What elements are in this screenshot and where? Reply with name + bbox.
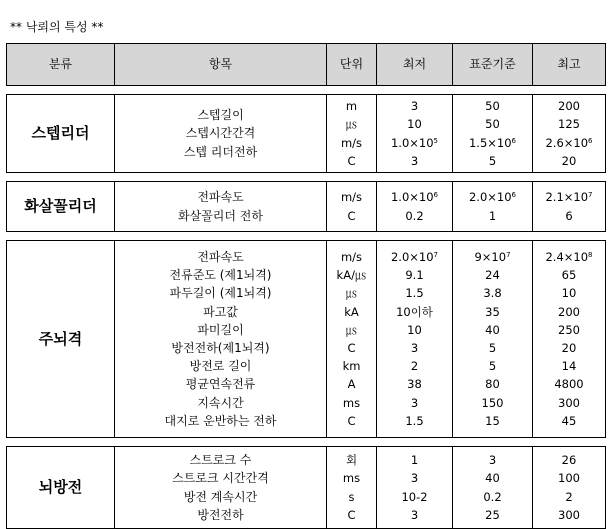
value-base: 3.8 xyxy=(483,286,502,301)
cell-line: C xyxy=(347,341,356,355)
value-line xyxy=(377,451,452,469)
min-cell xyxy=(377,447,453,529)
value-base: 0.2 xyxy=(483,489,502,504)
value-base: 2.1×10 xyxy=(545,190,589,205)
cell-line: 스트로크 시간간격 xyxy=(172,471,269,486)
header-item: 항목 xyxy=(115,44,327,86)
value-base: 5 xyxy=(488,153,497,168)
value-line xyxy=(453,115,532,133)
value-base: 24 xyxy=(485,268,500,283)
value-line xyxy=(453,412,532,430)
cell-line: C xyxy=(347,153,356,168)
max-cell xyxy=(533,182,606,232)
value-base: 26 xyxy=(561,453,577,468)
cell-line: kA xyxy=(344,304,359,319)
value-base: 20 xyxy=(561,341,577,355)
standard-cell xyxy=(453,182,533,232)
section-row xyxy=(7,95,606,173)
value-base: 9.1 xyxy=(405,268,424,283)
value-base: 38 xyxy=(407,377,422,392)
header-max: 최고 xyxy=(533,44,606,86)
items-cell xyxy=(115,95,327,173)
value-line xyxy=(377,303,452,321)
max-cell xyxy=(533,95,606,173)
cell-line: ms xyxy=(342,395,361,410)
cell-line: 스텝 리더전하 xyxy=(183,144,258,159)
cell-line: m xyxy=(345,99,358,114)
value-line xyxy=(533,506,605,524)
cell-line: A xyxy=(347,377,356,392)
value-base: 200 xyxy=(558,99,580,114)
min-cell xyxy=(377,95,453,173)
value-exponent: 6 xyxy=(588,136,593,145)
value-base: 150 xyxy=(481,395,504,410)
value-base: 10-2 xyxy=(401,489,428,504)
value-base: 2 xyxy=(410,359,419,374)
standard-cell xyxy=(453,241,533,438)
value-line xyxy=(533,303,605,321)
unit-cell xyxy=(327,241,377,438)
section-row xyxy=(7,241,606,438)
value-base: 3 xyxy=(410,507,419,522)
value-base: 200 xyxy=(558,304,580,319)
value-line xyxy=(377,188,452,206)
section-row xyxy=(7,182,606,232)
cell-line: 스텝길이 xyxy=(197,108,244,123)
value-line xyxy=(377,284,452,302)
value-exponent: 6 xyxy=(511,191,517,200)
value-line xyxy=(533,321,605,339)
items-cell xyxy=(115,241,327,438)
value-base: 40 xyxy=(485,322,500,337)
value-line xyxy=(453,394,532,412)
min-cell xyxy=(377,241,453,438)
value-base: 3 xyxy=(410,471,419,486)
header-category: 분류 xyxy=(7,44,115,86)
value-base: 80 xyxy=(485,377,500,392)
value-base: 100 xyxy=(558,471,580,486)
value-line xyxy=(377,488,452,506)
value-line xyxy=(533,266,605,284)
value-base: 3 xyxy=(488,453,497,468)
value-exponent: 8 xyxy=(588,251,593,260)
value-base: 1 xyxy=(410,453,419,468)
value-base: 15 xyxy=(485,413,500,428)
value-exponent: 7 xyxy=(506,251,511,260)
category-cell: 뇌방전 xyxy=(7,447,115,529)
value-line xyxy=(377,339,452,357)
value-base: 65 xyxy=(561,268,577,283)
value-line xyxy=(453,339,532,357)
value-line xyxy=(377,506,452,524)
value-exponent: 7 xyxy=(588,191,593,200)
value-line xyxy=(533,488,605,506)
value-base: 20 xyxy=(561,153,577,168)
value-base: 25 xyxy=(485,507,500,522)
value-line xyxy=(453,188,532,206)
value-line xyxy=(453,469,532,487)
value-base: 10 xyxy=(407,322,422,337)
value-line xyxy=(453,152,532,170)
standard-cell xyxy=(453,95,533,173)
value-base: 50 xyxy=(485,117,500,132)
value-line xyxy=(453,375,532,393)
header-standard: 표준기준 xyxy=(453,44,533,86)
cell-line: m/s xyxy=(340,135,363,150)
value-exponent: 7 xyxy=(433,251,439,260)
value-base: 9×10 xyxy=(474,250,507,265)
cell-line: 평균연속전류 xyxy=(185,377,256,392)
value-line xyxy=(533,375,605,393)
value-line xyxy=(453,207,532,225)
cell-line: 스텝시간간격 xyxy=(185,126,256,141)
value-base: 50 xyxy=(485,99,500,114)
cell-line: kA/㎲ xyxy=(336,268,367,283)
value-line xyxy=(377,412,452,430)
value-line xyxy=(377,321,452,339)
cell-line: 파고값 xyxy=(203,304,238,319)
value-line xyxy=(377,469,452,487)
value-base: 4800 xyxy=(554,377,584,392)
unit-cell xyxy=(327,182,377,232)
value-line xyxy=(377,394,452,412)
value-base: 45 xyxy=(561,413,577,428)
value-line xyxy=(453,134,532,152)
cell-line: 방전전하 xyxy=(197,507,244,522)
value-base: 1.0×10 xyxy=(390,190,434,205)
lightning-characteristics-table xyxy=(6,43,606,529)
value-line xyxy=(453,451,532,469)
value-base: 250 xyxy=(558,322,580,337)
value-base: 1.5 xyxy=(405,413,424,428)
value-base: 10이하 xyxy=(396,304,433,319)
header-min: 최저 xyxy=(377,44,453,86)
cell-line: 스트로크 수 xyxy=(189,453,252,468)
value-base: 5 xyxy=(488,341,497,355)
cell-line: 대지로 운반하는 전하 xyxy=(164,413,277,428)
header-unit: 단위 xyxy=(327,44,377,86)
cell-line: 파미길이 xyxy=(197,322,244,337)
value-base: 2 xyxy=(565,489,573,504)
cell-line: s xyxy=(348,489,355,504)
items-cell xyxy=(115,447,327,529)
value-base: 3 xyxy=(410,395,419,410)
value-base: 5 xyxy=(488,359,497,374)
section-row xyxy=(7,447,606,529)
value-line xyxy=(377,115,452,133)
value-line xyxy=(533,339,605,357)
value-line xyxy=(377,152,452,170)
cell-line: 방전로 길이 xyxy=(189,359,252,374)
cell-line: C xyxy=(347,507,356,522)
value-line xyxy=(533,451,605,469)
category-cell: 화살꼴리더 xyxy=(7,182,115,232)
cell-line: ㎲ xyxy=(345,322,358,337)
value-base: 2.4×10 xyxy=(545,250,589,265)
value-base: 2.0×10 xyxy=(468,190,512,205)
value-base: 14 xyxy=(561,359,577,374)
value-base: 0.2 xyxy=(405,208,424,223)
cell-line: m/s xyxy=(340,190,363,205)
value-line xyxy=(377,357,452,375)
page-title: ** 낙뢰의 특성 ** xyxy=(10,20,104,34)
value-base: 1 xyxy=(488,208,497,223)
value-line xyxy=(533,394,605,412)
max-cell xyxy=(533,447,606,529)
unit-cell xyxy=(327,95,377,173)
cell-line: C xyxy=(347,208,356,223)
cell-line: 화살꼴리더 전하 xyxy=(178,208,263,223)
value-base: 300 xyxy=(558,395,580,410)
value-exponent: 5 xyxy=(433,136,439,145)
cell-line: 파두길이 (제1뇌격) xyxy=(169,286,272,301)
value-line xyxy=(533,469,605,487)
cell-line: km xyxy=(342,359,361,374)
cell-line: 전파속도 xyxy=(197,250,244,265)
value-line xyxy=(533,284,605,302)
cell-line: m/s xyxy=(340,250,363,265)
cell-line: ㎲ xyxy=(345,117,358,132)
category-cell: 주뇌격 xyxy=(7,241,115,438)
value-base: 35 xyxy=(485,304,500,319)
value-line xyxy=(453,284,532,302)
cell-line: 방전 계속시간 xyxy=(183,489,258,504)
value-exponent: 6 xyxy=(433,191,439,200)
value-base: 2.6×10 xyxy=(545,135,589,150)
value-base: 125 xyxy=(558,117,580,132)
max-cell xyxy=(533,241,606,438)
value-line xyxy=(453,97,532,115)
unit-cell xyxy=(327,447,377,529)
value-line xyxy=(453,248,532,266)
value-line xyxy=(533,134,605,152)
value-base: 10 xyxy=(561,286,577,301)
value-line xyxy=(533,357,605,375)
value-base: 1.5 xyxy=(405,286,424,301)
value-line xyxy=(453,266,532,284)
value-line xyxy=(377,134,452,152)
value-line xyxy=(533,152,605,170)
category-cell: 스텝리더 xyxy=(7,95,115,173)
header-row xyxy=(7,44,606,86)
value-line xyxy=(453,321,532,339)
cell-line: 전류준도 (제1뇌격) xyxy=(169,268,272,283)
value-line xyxy=(453,488,532,506)
value-line xyxy=(453,506,532,524)
value-line xyxy=(533,207,605,225)
value-base: 1.5×10 xyxy=(468,135,512,150)
standard-cell xyxy=(453,447,533,529)
value-line xyxy=(533,412,605,430)
value-line xyxy=(533,188,605,206)
cell-line: 회 xyxy=(345,453,358,468)
value-line xyxy=(453,303,532,321)
cell-line: C xyxy=(347,413,356,428)
value-line xyxy=(533,248,605,266)
value-base: 3 xyxy=(410,341,419,355)
cell-line: ms xyxy=(342,471,361,486)
cell-line: ㎲ xyxy=(345,286,358,301)
min-cell xyxy=(377,182,453,232)
value-line xyxy=(377,207,452,225)
value-base: 300 xyxy=(558,507,580,522)
value-line xyxy=(377,266,452,284)
cell-line: 방전전하(제1뇌격) xyxy=(171,341,270,355)
value-base: 1.0×10 xyxy=(390,135,434,150)
value-line xyxy=(377,375,452,393)
value-exponent: 6 xyxy=(511,136,517,145)
value-line xyxy=(453,357,532,375)
value-base: 2.0×10 xyxy=(390,250,434,265)
value-line xyxy=(533,115,605,133)
value-base: 3 xyxy=(410,153,419,168)
cell-line: 전파속도 xyxy=(197,190,244,205)
value-base: 40 xyxy=(485,471,500,486)
items-cell xyxy=(115,182,327,232)
cell-line: 지속시간 xyxy=(197,395,244,410)
value-base: 10 xyxy=(407,117,422,132)
value-line xyxy=(377,248,452,266)
value-line xyxy=(377,97,452,115)
value-line xyxy=(533,97,605,115)
value-base: 3 xyxy=(410,99,419,114)
value-base: 6 xyxy=(565,208,573,223)
